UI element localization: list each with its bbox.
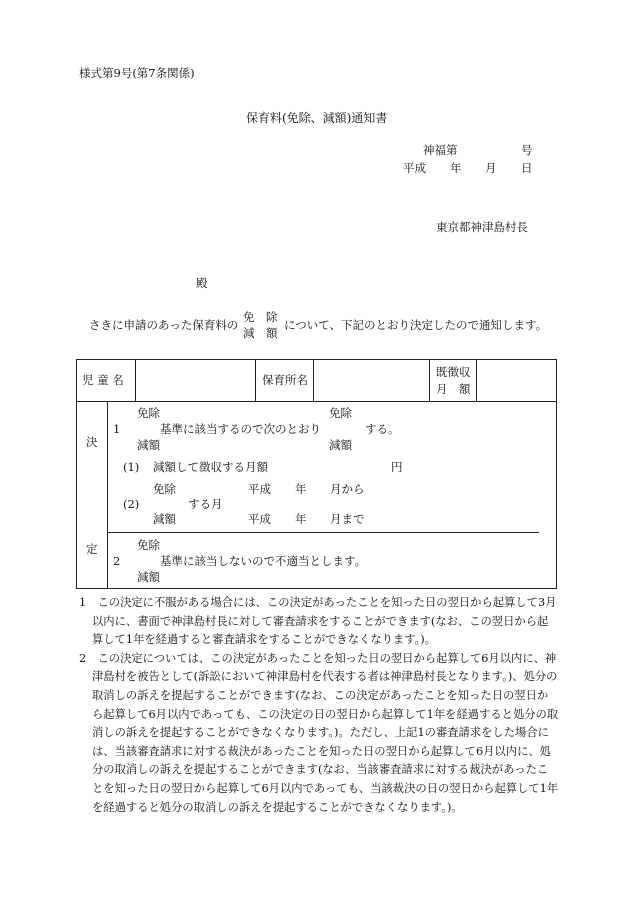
sub2-reduce: 減額 — [153, 512, 176, 526]
addressee-honorific: 殿 — [196, 276, 208, 290]
item2-exempt: 免除 — [137, 538, 160, 552]
document-title: 保育料(免除、減額)通知書 — [246, 111, 388, 125]
intro-option-exempt: 免 除 — [243, 310, 278, 324]
date-year: 年 — [450, 161, 462, 175]
form-number: 様式第9号(第7条関係) — [79, 66, 195, 80]
reference-suffix: 号 — [521, 143, 533, 157]
item2-text: 基準に該当しないので不適当とします。 — [160, 554, 367, 568]
sub2-era-1: 平成 — [248, 482, 271, 496]
child-name-label: 児 童 名 — [82, 373, 124, 387]
decision-label-1: 決 — [86, 435, 98, 449]
item1-reduce: 減額 — [137, 438, 160, 452]
sub2-text: する月 — [188, 497, 223, 511]
intro-after: について、下記のとおり決定したので通知します。 — [284, 318, 548, 332]
sub2-exempt: 免除 — [153, 482, 176, 496]
sub1-yen: 円 — [391, 460, 403, 474]
collected-amount-label-1: 既徴収 — [436, 365, 471, 379]
note-item: 2 この決定については、この決定があったことを知った日の翌日から起算して6月以内に、神津島村を被告として(訴訟において神津島村を代表する者は神津島村長となります。)、処分の取消しの訴えを提起することができます(なお、この決定があったことを知った日の翌日から起算して6月以内であっても、この決定の日の翌日から起算して1年を経過すると処分の取消しの訴えを提起することができなくなります。)。ただし、上記1の審査請求をした場合には、当該審査請求に対する裁決があったことを知った日の翌日から起算して6月以内に、処分の取消しの訴えを提起することができます(なお、当該審査請求に対する裁決があったことを知った日の翌日から起算して6月以内であっても、当該裁決の日の翌日から起算して1年を経過すると処分の取消しの訴えを提起することができなくなります。)。 — [79, 651, 559, 814]
sub2-year-1: 年 — [295, 482, 307, 496]
note-item: 1 この決定に不服がある場合には、この決定があったことを知った日の翌日から起算して3月以内に、書面で神津島村長に対して審査請求をすることができます(なお、この翌日から起算して1年を経過すると審査請求をすることができなくなります。)。 — [79, 596, 557, 647]
item1-text: 基準に該当するので次のとおり — [160, 422, 321, 436]
decision-label-2: 定 — [86, 542, 98, 556]
notes — [79, 594, 559, 817]
date-era: 平成 — [403, 161, 426, 175]
date-day: 日 — [521, 161, 533, 175]
nursery-name-label: 保育所名 — [262, 373, 308, 387]
collected-amount-label-2: 月 額 — [436, 382, 471, 396]
item2-reduce: 減額 — [137, 570, 160, 584]
item1-suru: する。 — [365, 422, 400, 436]
date-month: 月 — [485, 161, 497, 175]
sub1-text: 減額して徴収する月額 — [153, 460, 268, 474]
sub2-number: (2) — [123, 497, 140, 511]
item2-number: 2 — [113, 554, 121, 568]
sub2-year-2: 年 — [295, 512, 307, 526]
sub2-era-2: 平成 — [248, 512, 271, 526]
intro-option-reduce: 減 額 — [243, 326, 278, 340]
sub2-month-from: 月から — [330, 482, 365, 496]
sub1-number: (1) — [123, 460, 140, 474]
reference-prefix: 神福第 — [423, 143, 458, 157]
sub2-month-to: 月まで — [330, 512, 365, 526]
item1-exempt: 免除 — [137, 406, 160, 420]
item1-number: 1 — [113, 422, 121, 436]
intro-before: さきに申請のあった保育料の — [89, 318, 239, 332]
item1-exempt-2: 免除 — [329, 406, 352, 420]
item1-reduce-2: 減額 — [329, 438, 352, 452]
issuer: 東京都神津島村長 — [436, 220, 528, 234]
